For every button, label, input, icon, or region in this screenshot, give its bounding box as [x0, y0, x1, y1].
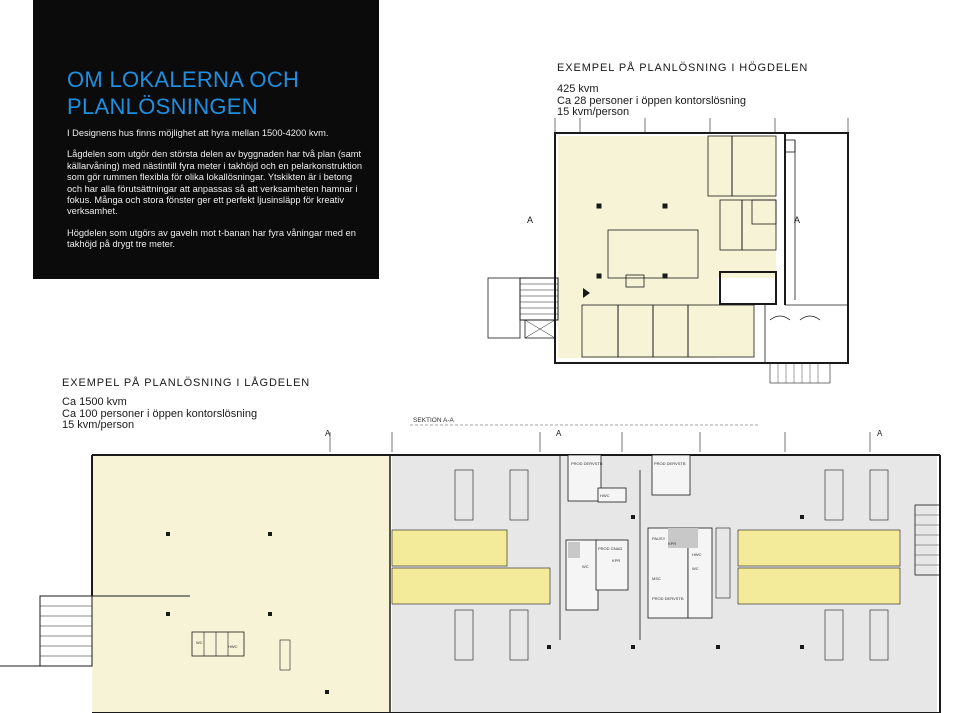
room-label-9: MSC [652, 576, 661, 581]
room-label-7: KPR [668, 541, 677, 546]
lagdelen-area: Ca 1500 kvm [62, 396, 127, 408]
hogdelen-density: 15 kvm/person [557, 106, 630, 118]
page-title-line1: OM LOKALERNA OCH [67, 67, 300, 92]
room-label-3: HWC [600, 493, 610, 498]
hogdelen-area: 425 kvm [557, 83, 599, 95]
hogdelen-section-marker-left: A [527, 215, 534, 225]
lagdelen-people: Ca 100 personer i öppen kontorslösning [62, 407, 258, 420]
room-label-4: WC [582, 564, 589, 569]
room-label-6: KPR [612, 558, 621, 563]
hogdelen-heading: EXEMPEL PÅ PLANLÖSNING I HÖGDELEN [557, 62, 809, 74]
room-label-1: PROD DERVSTB [571, 461, 603, 466]
page-title-line2: PLANLÖSNINGEN [67, 94, 258, 119]
room-label-12: WC [692, 566, 699, 571]
lagdelen-section-marker-3: A [877, 429, 883, 438]
intro-paragraph-3: Högdelen som utgörs av gaveln mot t-banan har fyra våningar med en takhöjd på drygt tre meter. [67, 227, 356, 250]
room-label-10: PROD DERVSTB [652, 596, 684, 601]
lagdelen-section-label: SEKTION A-A [413, 417, 454, 424]
room-label-2: PROD DERVSTB [654, 461, 686, 466]
room-label-11: HWC [692, 552, 702, 557]
lagdelen-plan-drawing [0, 425, 940, 713]
room-label-8: PAUSY [652, 536, 666, 541]
lagdelen-density: 15 kvm/person [62, 419, 135, 431]
room-label-13: WC [196, 640, 203, 645]
room-label-14: HWC [228, 644, 238, 649]
lagdelen-section-marker-1: A [325, 429, 331, 438]
intro-paragraph-2: Lågdelen som utgör den största delen av byggnaden har två plan (samt källarvåning) med nästintill fyra meter i takhöjd och en pelarkonstruktion som gör rummen flexibla för olika lokallösningar. Ytskikten är i betong och har alla förutsättningar att anpassas så att verksamheten hamnar i fokus. Många och stora fönster ger ett perfekt ljusinsläpp för kreativ verksamhet. [67, 149, 363, 217]
room-label-5: PROD GNAD [598, 546, 623, 551]
intro-paragraph-1: I Designens hus finns möjlighet att hyra mellan 1500-4200 kvm. [67, 128, 329, 138]
lagdelen-heading: EXEMPEL PÅ PLANLÖSNING I LÅGDELEN [62, 377, 311, 389]
hogdelen-section-marker-right: A [794, 215, 801, 225]
hogdelen-people: Ca 28 personer i öppen kontorslösning [557, 94, 746, 107]
lagdelen-section-marker-2: A [556, 429, 562, 438]
